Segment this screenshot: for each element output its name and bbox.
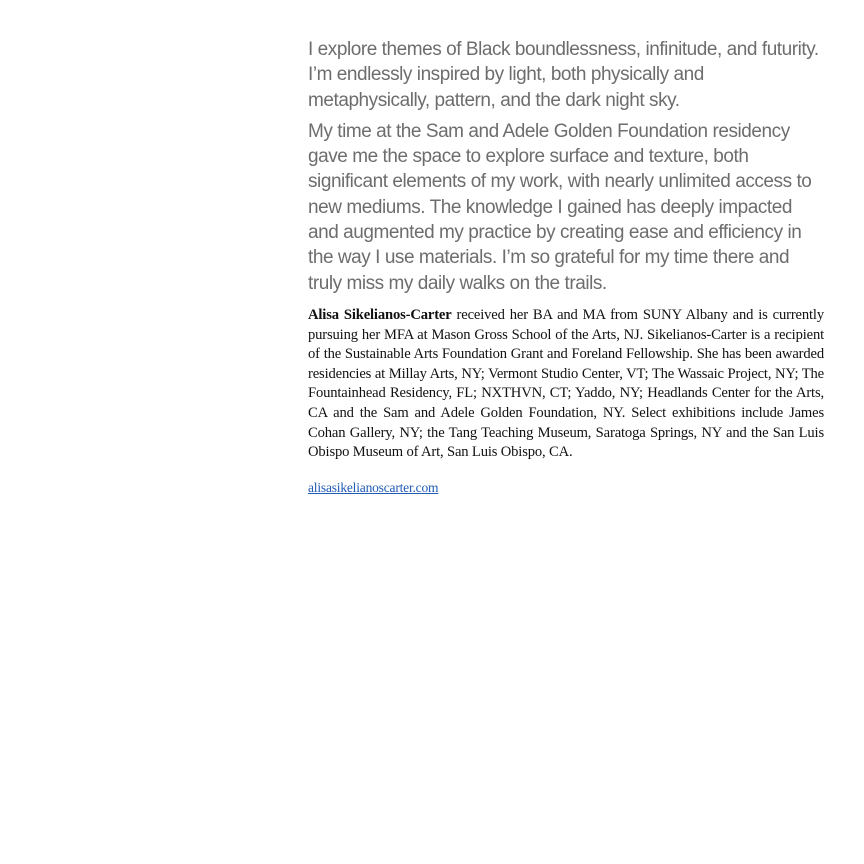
artist-bio: [308, 306, 824, 463]
artist-bio-text: received her BA and MA from SUNY Albany and is currently pursuing her MFA at Mason Gross School of the Arts, NJ. Sikelianos-Carter is a recipient of the Sustainable Arts Foundation Grant and Foreland Fellowship. She has been awarded residencies at Millay Arts, NY; Vermont Studio Center, VT; The Wassaic Project, NY; The Fountainhead Residency, FL; NXTHVN, CT; Yaddo, NY; Headlands Center for the Arts, CA and the Sam and Adele Golden Foundation, NY. Select exhibitions include James Cohan Gallery, NY; the Tang Teaching Museum, Saratoga Springs, NY and the San Luis Obispo Museum of Art, San Luis Obispo, CA.: [308, 306, 824, 461]
artist-text-column: [308, 37, 824, 497]
artist-statement-paragraph-1: I explore themes of Black boundlessness, infinitude, and futurity. I’m endlessly inspired by light, both physically and metaphysically, pattern, and the dark night sky.: [308, 39, 819, 111]
artist-website-link[interactable]: alisasikelianoscarter.com: [308, 479, 439, 495]
artist-statement-paragraph-2: My time at the Sam and Adele Golden Foundation residency gave me the space to explore surface and texture, both significant elements of my work, with nearly unlimited access to new mediums. The knowledge I gained has deeply impacted and augmented my practice by creating ease and efficiency in the way I use materials. I’m so grateful for my time there and truly miss my daily walks on the trails.: [308, 120, 812, 294]
artist-name: Alisa Sikelianos-Carter: [308, 306, 452, 323]
